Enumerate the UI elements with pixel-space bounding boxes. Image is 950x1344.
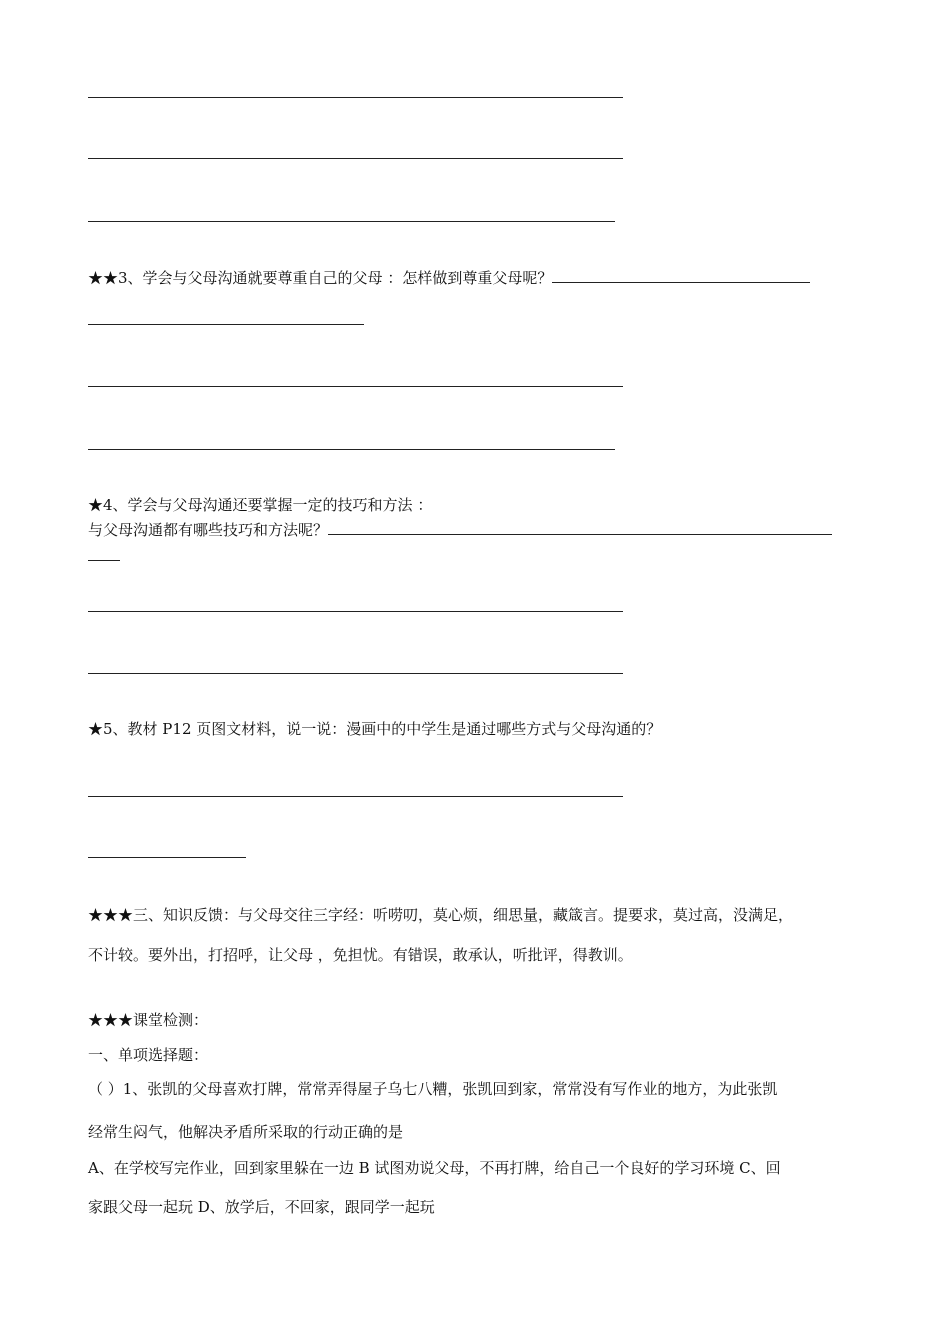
- question-4-line2: [88, 520, 832, 540]
- answer-line[interactable]: [88, 796, 623, 797]
- question-3-text: ★★3、学会与父母沟通就要尊重自己的父母 ：怎样做到尊重父母呢？: [88, 269, 553, 287]
- answer-line[interactable]: [88, 221, 615, 222]
- test-section-title: 一、单项选择题：: [88, 1046, 209, 1064]
- test-q1-options-line2: 家跟父母一起玩 D、放学后，不回家，跟同学一起玩: [88, 1198, 435, 1216]
- question-5: ★5、教材 P12 页图文材料，说一说：漫画中的中学生是通过哪些方式与父母沟通的？: [88, 720, 662, 738]
- question-4-text: 与父母沟通都有哪些技巧和方法呢？: [88, 521, 329, 539]
- answer-line[interactable]: [88, 560, 120, 561]
- question-3: [88, 268, 810, 288]
- feedback-line2: 不计较。要外出，打招呼，让父母 ，免担忧。有错误，敢承认，听批评，得教训。: [88, 946, 633, 964]
- answer-line[interactable]: [88, 324, 364, 325]
- test-q1-line2: 经常生闷气，他解决矛盾所采取的行动正确的是: [88, 1123, 404, 1141]
- feedback-line1: ★★★三、知识反馈：与父母交往三字经：听唠叨，莫心烦，细思量，藏箴言。提要求，莫过高，没满足，: [88, 906, 794, 924]
- answer-blank[interactable]: [328, 520, 832, 535]
- test-q1-options-line1: A、在学校写完作业，回到家里躲在一边 B 试图劝说父母，不再打牌，给自己一个良好的学习环境 C、回: [88, 1159, 781, 1177]
- test-heading: ★★★课堂检测：: [88, 1011, 209, 1029]
- answer-line[interactable]: [88, 673, 623, 674]
- answer-blank[interactable]: [552, 268, 810, 283]
- answer-line[interactable]: [88, 449, 615, 450]
- question-4-line1: ★4、学会与父母沟通还要掌握一定的技巧和方法 ：: [88, 496, 433, 514]
- answer-line[interactable]: [88, 386, 623, 387]
- answer-line[interactable]: [88, 857, 246, 858]
- test-q1-line1: （ ）1、张凯的父母喜欢打牌，常常弄得屋子乌七八糟，张凯回到家，常常没有写作业的地方，为此张凯: [88, 1080, 778, 1098]
- answer-line[interactable]: [88, 97, 623, 98]
- answer-line[interactable]: [88, 611, 623, 612]
- answer-line[interactable]: [88, 158, 623, 159]
